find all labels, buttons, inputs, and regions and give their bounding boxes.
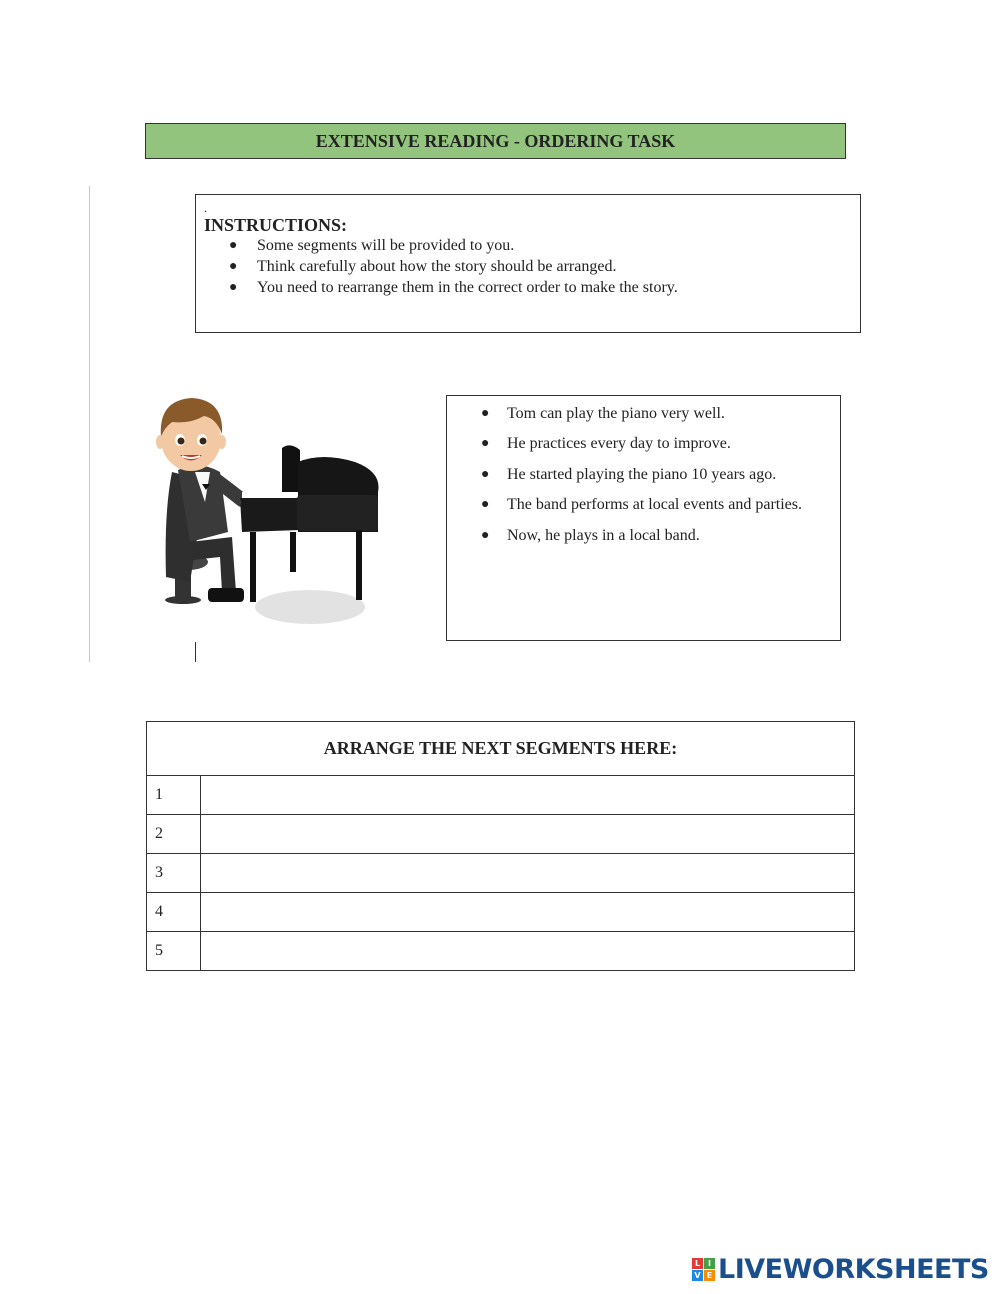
row-number: 5 — [147, 932, 201, 971]
segment-item[interactable]: ● Now, he plays in a local band. — [481, 526, 700, 544]
answer-slot-2[interactable] — [201, 815, 855, 854]
page-margin-line — [89, 186, 90, 662]
bullet-icon: ● — [481, 406, 490, 421]
brand-name: LIVEWORKSHEETS — [718, 1253, 989, 1285]
bullet-icon: ● — [229, 259, 238, 274]
segments-box — [446, 395, 841, 641]
instructions-box — [195, 194, 861, 333]
instruction-item: ● Think carefully about how the story should be arranged. — [229, 258, 617, 275]
worksheet-title: EXTENSIVE READING - ORDERING TASK — [145, 123, 846, 159]
instruction-item: ● Some segments will be provided to you. — [229, 237, 515, 254]
instructions-list — [204, 235, 852, 298]
bullet-icon: ● — [481, 466, 490, 482]
logo-letter: V — [692, 1270, 703, 1281]
answer-slot-3[interactable] — [201, 854, 855, 893]
table-row — [147, 776, 855, 815]
answer-slot-5[interactable] — [201, 932, 855, 971]
instructions-heading: INSTRUCTIONS: — [204, 215, 348, 235]
answer-slot-1[interactable] — [201, 776, 855, 815]
boy-playing-piano-illustration — [150, 392, 390, 632]
table-row — [147, 854, 855, 893]
bullet-icon: ● — [481, 497, 490, 513]
stray-dot: . — [204, 201, 207, 215]
segment-item[interactable]: ● He started playing the piano 10 years ago. — [481, 465, 777, 483]
instruction-item: ● You need to rearrange them in the correct order to make the story. — [229, 279, 678, 296]
answer-table-header: ARRANGE THE NEXT SEGMENTS HERE: — [147, 722, 855, 776]
bullet-icon: ● — [229, 238, 238, 253]
row-number: 2 — [147, 815, 201, 854]
logo-letter: L — [692, 1258, 703, 1269]
bullet-icon: ● — [229, 280, 238, 295]
liveworksheets-logo-icon — [692, 1258, 715, 1281]
logo-letter: I — [704, 1258, 715, 1269]
liveworksheets-brand[interactable] — [692, 1254, 989, 1284]
bullet-icon: ● — [481, 436, 490, 452]
text-cursor — [195, 642, 196, 662]
segments-list — [447, 404, 840, 556]
answer-table — [146, 721, 855, 971]
segment-item[interactable]: ● The band performs at local events and parties. — [481, 496, 802, 514]
segment-item[interactable]: ● He practices every day to improve. — [481, 435, 731, 453]
logo-letter: E — [704, 1270, 715, 1281]
bullet-icon: ● — [481, 527, 490, 543]
row-number: 3 — [147, 854, 201, 893]
answer-slot-4[interactable] — [201, 893, 855, 932]
table-row — [147, 815, 855, 854]
row-number: 1 — [147, 776, 201, 815]
table-row — [147, 932, 855, 971]
segment-item[interactable]: ● Tom can play the piano very well. — [481, 405, 725, 422]
table-row — [147, 893, 855, 932]
row-number: 4 — [147, 893, 201, 932]
